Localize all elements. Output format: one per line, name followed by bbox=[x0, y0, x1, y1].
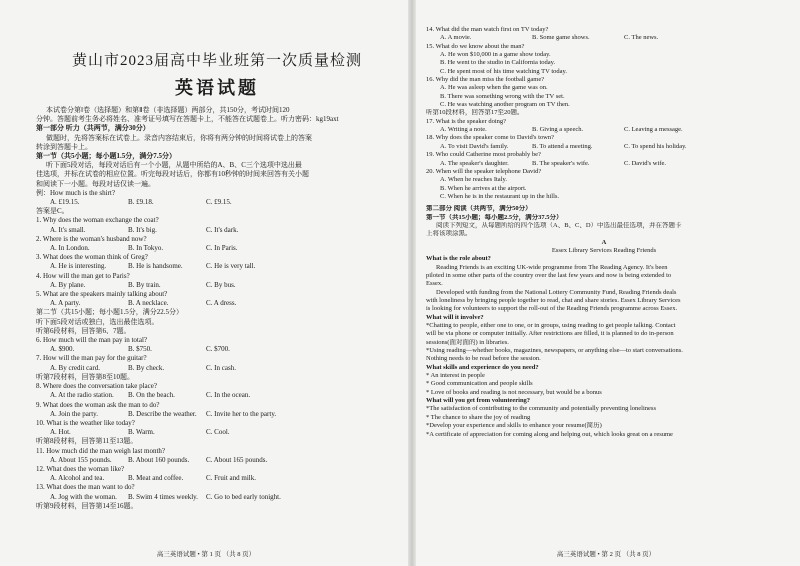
answer-option: C. A dress. bbox=[206, 299, 237, 308]
answer-option: B. On the beach. bbox=[128, 391, 175, 400]
listening-questions-right bbox=[426, 26, 782, 201]
answer-option: C. Go to bed early tonight. bbox=[206, 492, 281, 501]
answer-options bbox=[36, 299, 398, 308]
answer-option: B. £9.18. bbox=[128, 198, 154, 207]
instruction-line: 分钟。答题前考生务必将姓名、准考证号填写在答题卡上，不能答在试题卷上。听力密码：kg19axt bbox=[36, 115, 339, 124]
passage-line: * The chance to share the joy of reading bbox=[426, 413, 531, 421]
reading-instruction-line: 阅读下列短文，从每题所给的四个选项（A、B、C、D）中选出最佳选项，并在答题卡 bbox=[436, 221, 682, 229]
reading-instruction-line: 第二部分 阅读（共两节，满分50分） bbox=[426, 205, 532, 213]
question-line: 答案是C。 bbox=[36, 207, 69, 216]
answer-option: C. David's wife. bbox=[624, 159, 666, 167]
instruction-line: 本试卷分第Ⅰ卷（选择题）和第Ⅱ卷（非选择题）两部分，共150分，考试时间120 bbox=[46, 106, 290, 114]
question-line: 3. What does the woman think of Greg? bbox=[36, 253, 148, 262]
instruction-line: 和阅读下一小题。每段对话仅读一遍。 bbox=[36, 179, 155, 188]
answer-option: A. A movie. bbox=[440, 34, 472, 42]
question-line: 2. Where is the woman's husband now? bbox=[36, 234, 147, 243]
question-line: A. When he reaches Italy. bbox=[440, 176, 507, 184]
answer-option: A. Writing a note. bbox=[440, 126, 487, 134]
answer-option: A. About 155 pounds. bbox=[50, 455, 112, 464]
question-line: C. He spent most of his time watching TV today. bbox=[440, 67, 567, 75]
question-line: 17. What is the speaker doing? bbox=[426, 117, 507, 125]
passage-label: A bbox=[601, 238, 607, 246]
answer-option: B. $750. bbox=[128, 345, 152, 354]
answer-option: B. To attend a meeting. bbox=[532, 142, 593, 150]
answer-option: C. £9.15. bbox=[206, 198, 232, 207]
question-line: 16. Why did the man miss the football game? bbox=[426, 76, 545, 84]
passage-line: Developed with funding from the National Lottery Community Fund, Reading Friends deals bbox=[436, 288, 677, 296]
instruction-line: 听下面5段对话，每段对话后有一个小题，从题中所给的A、B、C三个选项中选出最 bbox=[46, 161, 302, 170]
answer-option: C. Leaving a message. bbox=[624, 126, 683, 134]
instruction-line: 转涂到答题卡上。 bbox=[36, 142, 92, 151]
question-line: 听第7段材料，回答第8至10题。 bbox=[36, 372, 134, 381]
reading-instruction-line: 上将该项涂黑。 bbox=[426, 230, 472, 238]
answer-options bbox=[36, 244, 398, 253]
answer-options bbox=[36, 474, 398, 483]
instruction-line: 第一节（共5小题；每小题1.5分，满分7.5分） bbox=[36, 152, 176, 161]
question-line: B. When he arrives at the airport. bbox=[440, 184, 527, 192]
answer-options bbox=[426, 126, 782, 134]
answer-option: B. Some game shows. bbox=[532, 34, 590, 42]
exam-title: 黄山市2023届高中毕业班第一次质量检测 bbox=[71, 53, 362, 69]
passage-line: * Love of books and reading is not necessary, but would be a bonus bbox=[426, 388, 602, 396]
answer-option: A. By plane. bbox=[50, 280, 86, 289]
passage-title: Essex Library Services Reading Friends bbox=[551, 246, 657, 254]
question-line: 19. Who could Catherine most probably be? bbox=[426, 151, 541, 159]
page-footer: 高三英语试题 • 第 2 页 （共 8 页） bbox=[556, 551, 656, 558]
answer-option: B. Warm. bbox=[128, 428, 155, 437]
answer-option: A. Alcohol and tea. bbox=[50, 474, 105, 483]
answer-option: A. Join the party. bbox=[50, 409, 98, 418]
instruction-line: 第一部分 听力（共两节，满分30分） bbox=[36, 124, 150, 133]
answer-option: C. In Paris. bbox=[206, 244, 238, 253]
answer-option: B. It's big. bbox=[128, 225, 157, 234]
answer-option: A. £19.15. bbox=[50, 198, 80, 207]
instruction-line: 佳选项，并标在试卷的相应位置。听完每段对话后，你都有10秒钟的时间来回答有关小题 bbox=[36, 170, 309, 179]
answer-option: C. In the ocean. bbox=[206, 391, 251, 400]
answer-option: C. It's dark. bbox=[206, 225, 239, 234]
instructions bbox=[36, 106, 398, 198]
passage-line: *The satisfaction of contributing to the community and potentially preventing loneliness bbox=[426, 405, 656, 413]
passage-line: *Chatting to people, either one to one, or in groups, using reading to get people talking. Contact bbox=[426, 322, 676, 330]
answer-option: A. A party. bbox=[50, 299, 81, 308]
page-footer: 高三英语试题 • 第 1 页 （共 8 页） bbox=[156, 551, 256, 558]
answer-option: B. About 160 pounds. bbox=[128, 455, 190, 464]
answer-options bbox=[36, 226, 398, 235]
question-line: 听第10段材料，回答第17至20题。 bbox=[426, 109, 524, 117]
answer-options bbox=[36, 410, 398, 419]
answer-options bbox=[36, 198, 398, 207]
exam-subtitle: 英语试题 bbox=[175, 78, 259, 98]
question-line: 15. What do we know about the man? bbox=[426, 42, 525, 50]
answer-option: B. He is handsome. bbox=[128, 262, 183, 271]
question-line: 18. Why does the speaker come to David's town? bbox=[426, 134, 554, 142]
answer-option: B. By train. bbox=[128, 280, 161, 289]
passage-heading: What skills and experience do you need? bbox=[426, 363, 539, 371]
answer-option: B. In Tokyo. bbox=[128, 244, 164, 253]
question-line: 9. What does the woman ask the man to do? bbox=[36, 400, 160, 409]
question-line: A. He won $10,000 in a game show today. bbox=[440, 51, 551, 59]
answer-option: C. Invite her to the party. bbox=[206, 409, 277, 418]
answer-option: C. Cool. bbox=[206, 428, 230, 437]
answer-option: A. To visit David's family. bbox=[440, 142, 509, 150]
question-line: 10. What is the weather like today? bbox=[36, 418, 135, 427]
question-line: 6. How much will the man pay in total? bbox=[36, 336, 148, 345]
passage-line: piloted in some other parts of the country over the last few years and now is being extended to bbox=[426, 271, 672, 279]
question-line: 第二节（共15小题；每小题1.5分，满分22.5分） bbox=[36, 308, 183, 317]
answer-option: A. By credit card. bbox=[50, 363, 100, 372]
answer-option: B. Describe the weather. bbox=[128, 409, 197, 418]
answer-option: A. He is interesting. bbox=[50, 262, 107, 271]
answer-option: C. Fruit and milk. bbox=[206, 474, 256, 483]
passage-line: *A certificate of appreciation for coming along and helping out, which looks great on a resume bbox=[426, 430, 673, 438]
answer-option: C. To spend his holiday. bbox=[624, 142, 687, 150]
question-line: 4. How will the man get to Paris? bbox=[36, 271, 130, 280]
answer-option: A. At the radio station. bbox=[50, 391, 114, 400]
answer-options bbox=[36, 391, 398, 400]
answer-option: B. The speaker's wife. bbox=[532, 159, 590, 167]
instruction-line: 做题时，先将答案标在试卷上。录音内容结束后，你将有两分钟的时间将试卷上的答案 bbox=[46, 133, 312, 142]
answer-option: B. Meat and coffee. bbox=[128, 474, 184, 483]
passage-heading: What will it involve? bbox=[426, 313, 484, 321]
answer-option: A. Hot. bbox=[50, 428, 71, 437]
answer-option: A. It's small. bbox=[50, 225, 86, 234]
answer-option: A. The speaker's daughter. bbox=[440, 159, 509, 167]
reading-instruction-line: 第一节（共15小题；每小题2.5分，满分37.5分） bbox=[426, 213, 563, 221]
question-line: 20. When will the speaker telephone David? bbox=[426, 167, 542, 175]
answer-options bbox=[36, 364, 398, 373]
question-line: 听第6段材料，回答第6、7题。 bbox=[36, 326, 131, 335]
page-2 bbox=[412, 0, 800, 566]
reading-instructions bbox=[426, 205, 782, 238]
answer-option: C. The news. bbox=[624, 34, 659, 42]
question-line: B. He went to the studio in California today. bbox=[440, 59, 556, 67]
answer-option: C. In cash. bbox=[206, 363, 236, 372]
question-line: 听下面5段对话或独白，选出最佳选项。 bbox=[36, 317, 159, 326]
answer-option: B. By check. bbox=[128, 363, 165, 372]
answer-option: B. Giving a speech. bbox=[532, 126, 584, 134]
answer-option: A. Jog with the woman. bbox=[50, 492, 117, 501]
answer-option: C. By bus. bbox=[206, 280, 236, 289]
question-line: 5. What are the speakers mainly talking about? bbox=[36, 290, 168, 299]
answer-option: C. He is very tall. bbox=[206, 262, 256, 271]
question-line: 11. How much did the man weigh last month? bbox=[36, 446, 166, 455]
question-line: 12. What does the woman like? bbox=[36, 464, 125, 473]
answer-options bbox=[426, 143, 782, 151]
passage-line: Essex. bbox=[426, 280, 443, 288]
passage-heading: What will you get from volunteering? bbox=[426, 397, 531, 405]
answer-option: C. $700. bbox=[206, 345, 230, 354]
passage-body bbox=[426, 255, 782, 439]
question-line: 8. Where does the conversation take place? bbox=[36, 382, 157, 391]
answer-option: A. $900. bbox=[50, 345, 75, 354]
answer-options bbox=[426, 34, 782, 42]
answer-option: B. A necklace. bbox=[128, 299, 169, 308]
answer-options bbox=[36, 345, 398, 354]
answer-option: A. In London. bbox=[50, 244, 90, 253]
passage-line: * Good communication and people skills bbox=[426, 380, 533, 388]
answer-options bbox=[36, 428, 398, 437]
question-line: C. He was watching another program on TV then. bbox=[440, 101, 570, 109]
passage-line: sessions(面对面的) in libraries. bbox=[426, 338, 509, 346]
answer-options bbox=[36, 493, 398, 502]
answer-options bbox=[426, 160, 782, 168]
question-line: C. When he is in the restaurant up in the hills. bbox=[440, 192, 560, 200]
passage-line: with loneliness by bringing people together to read, chat and share stories. Essex Library Services bbox=[426, 297, 681, 304]
listening-questions-left bbox=[36, 198, 398, 511]
question-line: 听第8段材料，回答第11至13题。 bbox=[36, 437, 138, 446]
question-line: 听第9段材料，回答第14至16题。 bbox=[36, 501, 138, 510]
passage-line: *Develop your experience and skills to enhance your resume(简历) bbox=[426, 422, 602, 430]
instruction-line: 例：How much is the shirt? bbox=[36, 188, 115, 197]
answer-option: B. Swim 4 times weekly. bbox=[128, 492, 198, 501]
passage-heading: What is the role about? bbox=[426, 255, 491, 263]
passage-line: is looking for volunteers to support the roll-out of the Reading Friends programme across Essex. bbox=[426, 305, 678, 313]
question-line: 1. Why does the woman exchange the coat? bbox=[36, 216, 159, 225]
question-line: 13. What does the man want to do? bbox=[36, 483, 135, 492]
passage-line: Nothing needs to be read before the session. bbox=[426, 355, 541, 363]
question-line: 14. What did the man watch first on TV today? bbox=[426, 26, 549, 33]
answer-options bbox=[36, 281, 398, 290]
passage-line: *Using reading—whether books, magazines, newspapers, or anything else—to start conversations. bbox=[426, 347, 683, 355]
answer-options bbox=[36, 262, 398, 271]
passage-line: will be via phone or computer initially. After restrictions are filled, it is planned to do in-person bbox=[426, 330, 674, 338]
question-line: A. He was asleep when the game was on. bbox=[440, 84, 548, 92]
question-line: B. There was something wrong with the TV set. bbox=[440, 92, 565, 100]
passage-line: * An interest in people bbox=[426, 372, 485, 380]
answer-options bbox=[36, 456, 398, 465]
answer-option: C. About 165 pounds. bbox=[206, 455, 268, 464]
question-line: 7. How will the man pay for the guitar? bbox=[36, 354, 147, 363]
passage-line: Reading Friends is an exciting UK-wide programme from The Reading Agency. It's been bbox=[436, 263, 668, 271]
